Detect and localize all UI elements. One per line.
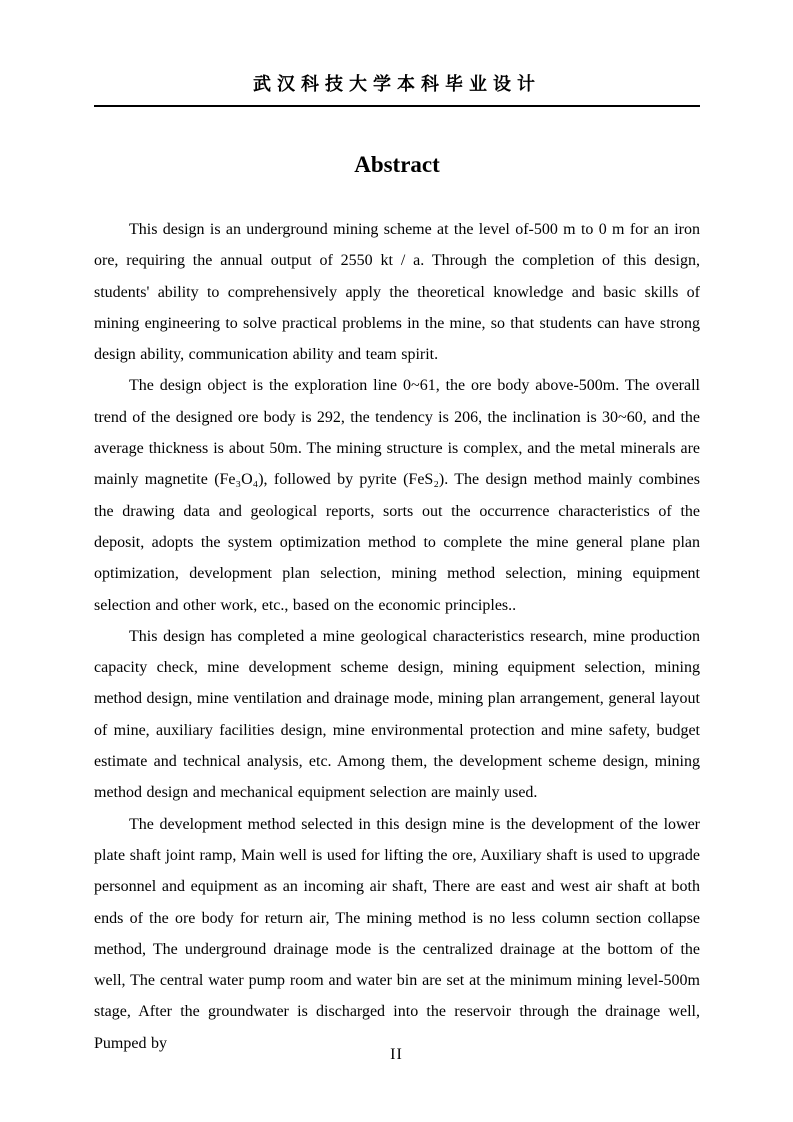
header-title: 武汉科技大学本科毕业设计 — [253, 74, 541, 94]
paragraph: The design object is the exploration line 0~61, the ore body above-500m. The overall trend of the designed ore body is 292, the tendency is 206, the inclination is 30~60, and the average thickness is about 50m. The mining structure is complex, and the metal minerals are mainly magnetite (Fe₃O₄), followed by pyrite (FeS₂). The design method mainly combines the drawing data and geological reports, sorts out the occurrence characteristics of the deposit, adopts the system optimization method to complete the mine general plane plan optimization, development plan selection, mining method selection, mining equipment selection and other work, etc., based on the economic principles.. — [94, 377, 700, 614]
page-footer — [0, 1046, 793, 1064]
abstract-title: Abstract — [354, 152, 440, 177]
paragraph: The development method selected in this design mine is the development of the lower plate shaft joint ramp, Main well is used for lifting the ore, Auxiliary shaft is used to upgrade personnel and equipment as an incoming air shaft, There are east and west air shaft at both ends of the ore body for return air, The mining method is no less column section collapse method, The underground drainage mode is the centralized drainage at the bottom of the well, The central water pump room and water bin are set at the minimum mining level-500m stage, After the groundwater is discharged into the reservoir through the drainage well, Pumped by — [94, 815, 700, 1052]
abstract-body — [94, 214, 700, 1059]
paragraph: This design has completed a mine geological characteristics research, mine production capacity check, mine development scheme design, mining equipment selection, mining method design, mine ventilation and drainage mode, mining plan arrangement, general layout of mine, auxiliary facilities design, mine environmental protection and mine safety, budget estimate and technical analysis, etc. Among them, the development scheme design, mining method design and mechanical equipment selection are mainly used. — [94, 627, 700, 802]
paragraph: This design is an underground mining scheme at the level of-500 m to 0 m for an iron ore, requiring the annual output of 2550 kt / a. Through the completion of this design, students' ability to comprehensively apply the theoretical knowledge and basic skills of mining engineering to solve practical problems in the mine, so that students can have strong design ability, communication ability and team spirit. — [94, 221, 700, 364]
page-number: II — [390, 1046, 403, 1063]
page-header — [94, 72, 700, 107]
